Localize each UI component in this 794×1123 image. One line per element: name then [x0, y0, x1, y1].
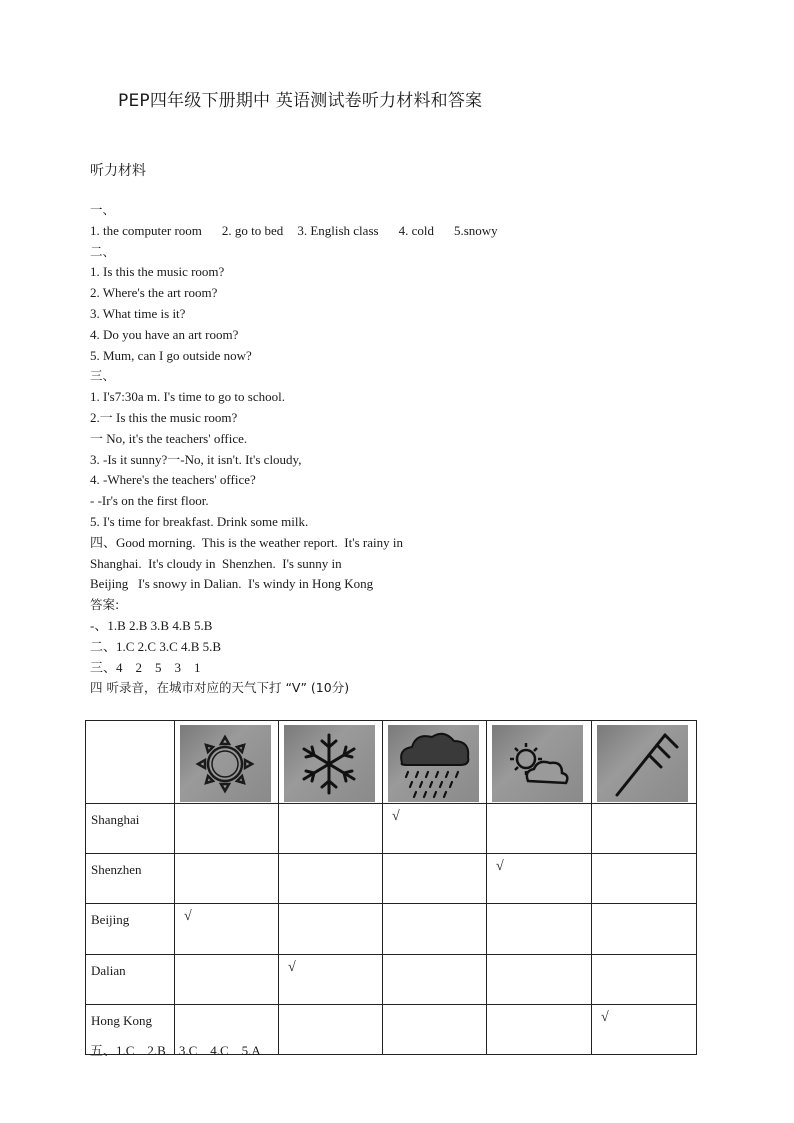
s4-line: Shanghai. It's cloudy in Shenzhen. I's sunny in [90, 555, 342, 571]
city-cell: Shanghai [86, 804, 175, 854]
section-heading: 听力材料 [90, 163, 146, 179]
s1-item: 3. English class [297, 222, 379, 238]
rain-cloud-icon [388, 725, 479, 802]
s1-item: 2. go to bed [221, 222, 284, 238]
check-mark: √ [392, 809, 400, 824]
city-cell: Beijing [86, 904, 175, 954]
answer-line: 三、4 2 5 3 1 [90, 659, 201, 675]
s2-item: 2. Where's the art room? [90, 285, 218, 301]
s3-item: 3. -Is it sunny?一-No, it isn't. It's cloudy, [90, 451, 302, 467]
section2-label: 二、 [90, 243, 116, 259]
wind-flag-icon [597, 725, 688, 802]
corner-cell [86, 721, 175, 804]
city-cell: Hong Kong [86, 1004, 175, 1054]
check-mark: √ [496, 859, 504, 875]
table-row [86, 954, 697, 1004]
section3-label: 三、 [90, 368, 116, 384]
s2-item: 5. Mum, can I go outside now? [90, 347, 252, 363]
s3-item: - -Ir's on the first floor. [90, 493, 209, 509]
s1-item: 1. the computer room [90, 222, 202, 238]
s4-line: Beijing I's snowy in Dalian. I's windy in Hong Kong [90, 576, 374, 592]
s2-item: 1. Is this the music room? [90, 264, 225, 280]
check-mark: √ [601, 1009, 609, 1025]
s1-item: 4. cold [398, 222, 434, 238]
city-cell: Dalian [86, 954, 175, 1004]
table-row [86, 904, 697, 954]
question4-instruction: 四 听录音，在城市对应的天气下打 “V” (10分) [90, 680, 350, 696]
section5-answers: 五、1.C 2.B 3.C 4.C 5.A [90, 1043, 261, 1058]
s4-line: 四、Good morning. This is the weather report. It's rainy in [90, 534, 403, 550]
weather-table [85, 720, 697, 1055]
answer-line: 二、1.C 2.C 3.C 4.B 5.B [90, 638, 222, 654]
s3-item: 2.一 Is this the music room? [90, 409, 238, 425]
answers-label: 答案: [90, 597, 120, 613]
city-cell: Shenzhen [86, 854, 175, 904]
check-mark: √ [184, 909, 192, 925]
snowflake-icon [284, 725, 375, 802]
icon-row [86, 721, 697, 804]
s3-item: 一 No, it's the teachers' office. [90, 430, 248, 446]
section1-label: 一、 [90, 202, 116, 217]
partly-cloudy-icon [492, 725, 583, 802]
page-title: PEP四年级下册期中 英语测试卷听力材料和答案 [118, 91, 483, 111]
listening-material [90, 200, 498, 699]
table-row [86, 854, 697, 904]
s3-item: 1. I's7:30a m. I's time to go to school. [90, 389, 285, 405]
answer-line: -、1.B 2.B 3.B 4.B 5.B [90, 617, 213, 633]
check-mark: √ [288, 959, 296, 975]
s3-item: 5. I's time for breakfast. Drink some milk. [90, 513, 309, 529]
s3-item: 4. -Where's the teachers' office? [90, 472, 256, 488]
s2-item: 4. Do you have an art room? [90, 326, 239, 342]
s1-item: 5.snowy [453, 222, 498, 238]
s2-item: 3. What time is it? [90, 305, 186, 321]
section1-items [90, 221, 498, 242]
sun-icon [180, 725, 271, 802]
table-row [86, 804, 697, 854]
